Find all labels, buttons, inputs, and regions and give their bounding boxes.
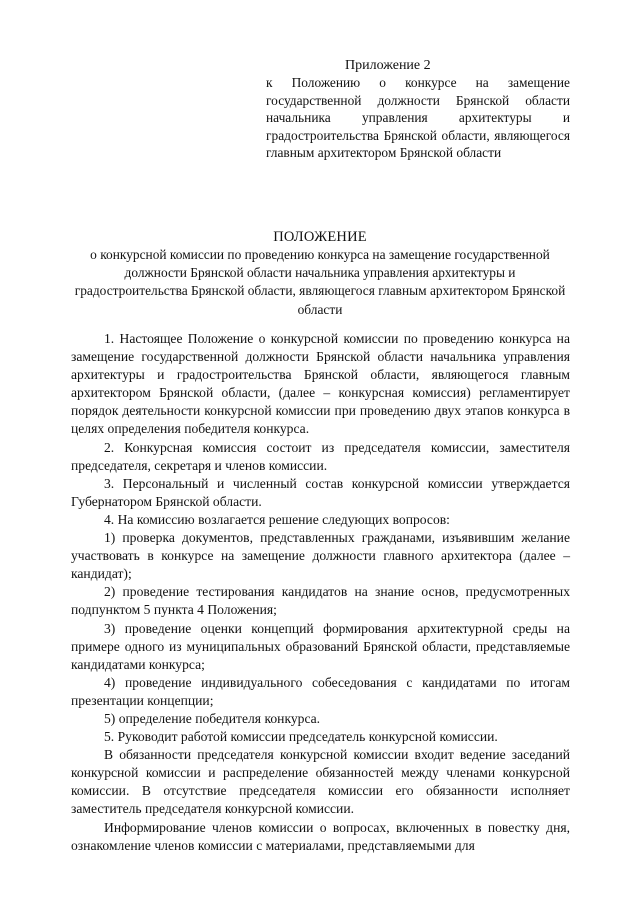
paragraph: В обязанности председателя конкурсной комиссии входит ведение заседаний конкурсной комиссии и распределение обязанностей между членами конкурсной комиссии. В отсутствие председателя комиссии его обязанности исполняет заместитель председателя конкурсной комиссии. xyxy=(71,747,570,817)
document-subtitle: о конкурсной комиссии по проведению конкурса на замещение государственной должности Брянской области начальника управления архитектуры и градостроительства Брянской области, являющегося главным архитектором Брянской области xyxy=(74,247,566,317)
paragraph: 4) проведение индивидуального собеседования с кандидатами по итогам презентации концепции; xyxy=(71,674,570,708)
document-heading xyxy=(60,228,580,319)
paragraph: 2) проведение тестирования кандидатов на знание основ, предусмотренных подпунктом 5 пункта 4 Положения; xyxy=(71,584,570,618)
appendix-title: Приложение 2 xyxy=(345,58,431,73)
paragraph: 2. Конкурсная комиссия состоит из председателя комиссии, заместителя председателя, секретаря и членов комиссии. xyxy=(71,439,570,473)
appendix-reference: к Положению о конкурсе на замещение государственной должности Брянской области начальника управления архитектуры и градостроительства Брянской области, являющегося главным архитектором Брянской области xyxy=(266,75,570,161)
paragraph: 5) определение победителя конкурса. xyxy=(104,710,321,726)
paragraph: 5. Руководит работой комиссии председатель конкурсной комиссии. xyxy=(104,729,498,745)
document-body xyxy=(71,330,570,855)
paragraph: Информирование членов комиссии о вопросах, включенных в повестку дня, ознакомление членов комиссии с материалами, представляемыми для xyxy=(71,819,570,853)
paragraph: 4. На комиссию возлагается решение следующих вопросов: xyxy=(104,511,450,527)
paragraph: 3) проведение оценки концепций формирования архитектурной среды на примере одного из муниципальных образований Брянской области, представляемые кандидатами конкурса; xyxy=(71,620,570,672)
document-title: ПОЛОЖЕНИЕ xyxy=(273,229,367,245)
paragraph: 1) проверка документов, представленных гражданами, изъявившим желание участвовать в конкурсе на замещение должности главного архитектора (далее – кандидат); xyxy=(71,530,570,582)
paragraph: 3. Персональный и численный состав конкурсной комиссии утверждается Губернатором Брянской области. xyxy=(71,475,570,509)
paragraph: 1. Настоящее Положение о конкурсной комиссии по проведению конкурса на замещение государственной должности Брянской области начальника управления архитектуры и градостроительства Брянской области, являющегося главным архитектором Брянской области, (далее – конкурсная комиссия) регламентирует порядок деятельности конкурсной комиссии при проведению двух этапов конкурса в целях определения победителя конкурса. xyxy=(71,331,570,437)
